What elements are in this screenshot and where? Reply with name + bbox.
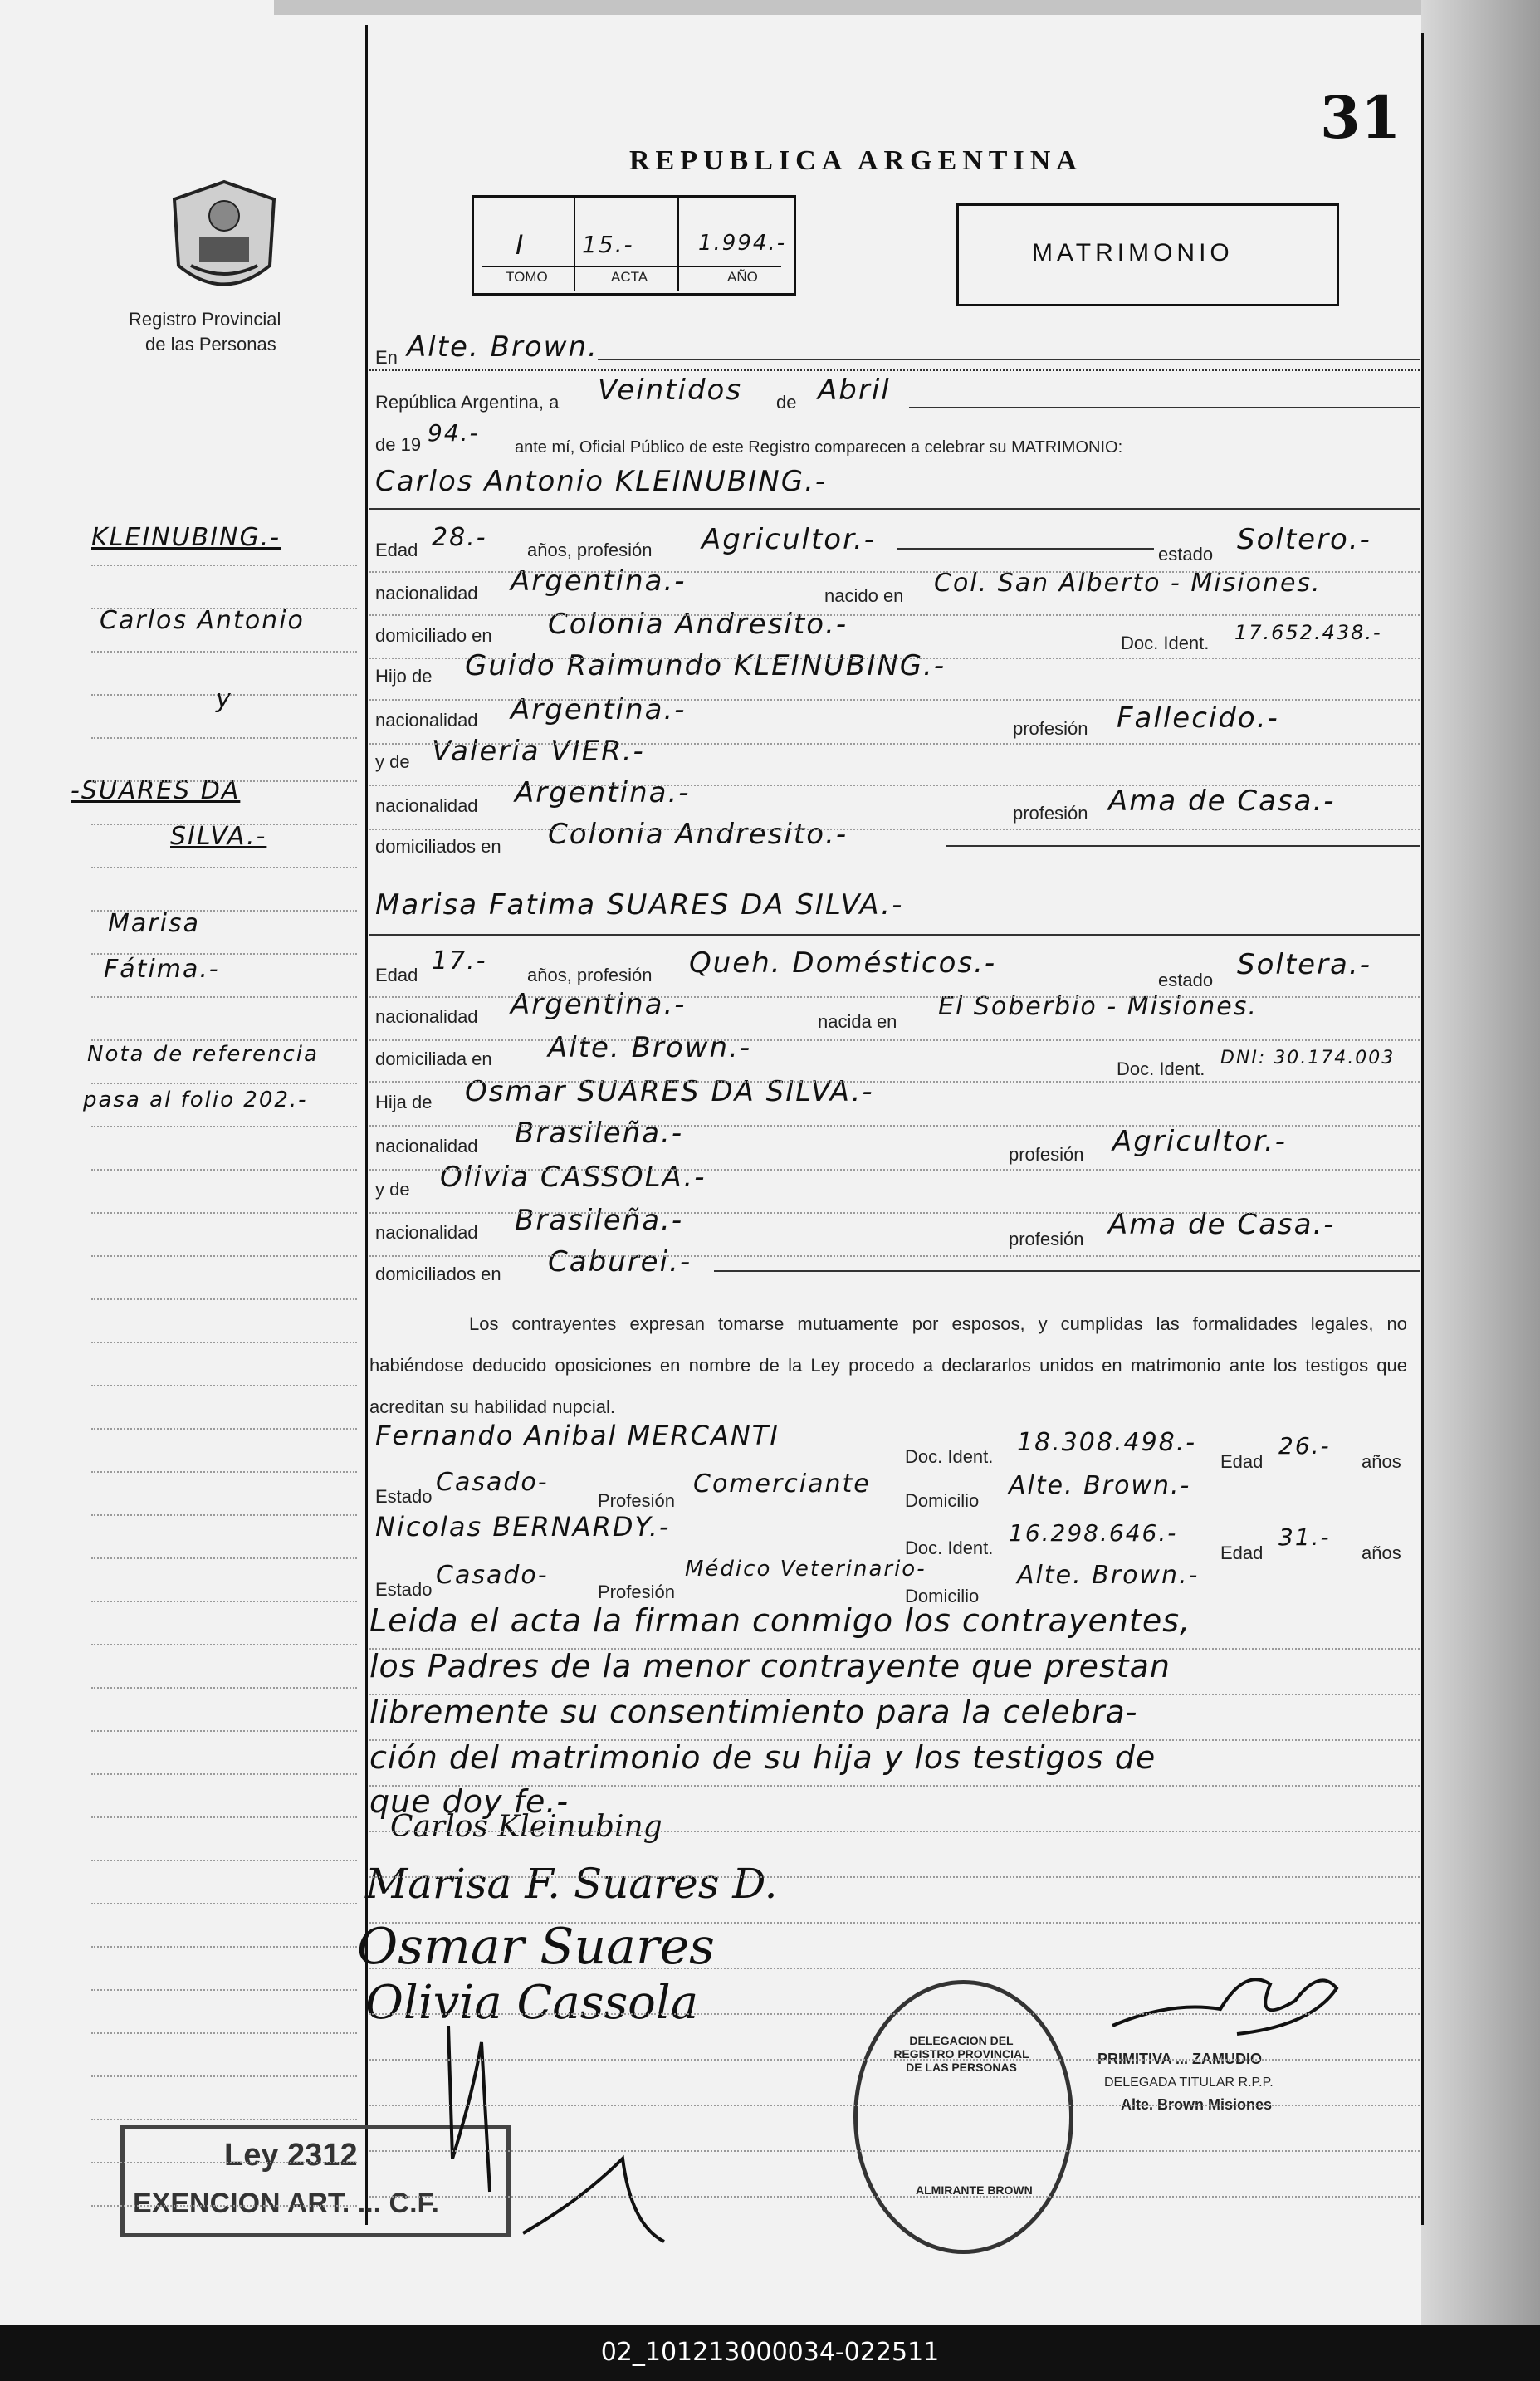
signature-bride: Marisa F. Suares D. (365, 1860, 778, 1908)
bride-profession: Queh. Domésticos.- (689, 946, 997, 980)
bride-mother: Olivia CASSOLA.- (440, 1161, 706, 1194)
witness1-age: 26.- (1278, 1432, 1331, 1459)
margin-dotted-line (91, 1860, 357, 1861)
folio-number: 31 (1320, 83, 1401, 152)
body-dotted-line (369, 2105, 1420, 2106)
closing-line-5: que doy fe.- (369, 1783, 570, 1820)
margin-dotted-line (91, 1342, 357, 1343)
bride-parents-domicile: Caburei.- (548, 1245, 692, 1279)
groom-son-label: Hijo de (375, 666, 433, 687)
body-dotted-line (369, 2150, 1420, 2152)
margin-dotted-line (91, 608, 357, 609)
act-type-box (956, 203, 1339, 306)
witness1-state: Casado- (436, 1468, 549, 1497)
margin-dotted-line (91, 1816, 357, 1818)
appear-text: ante mí, Oficial Público de este Registro comparecen a celebrar su MATRIMONIO: (515, 438, 1123, 457)
margin-dotted-line (91, 1255, 357, 1257)
witness1-state-label: Estado (375, 1486, 433, 1507)
page-edge-right (1421, 0, 1540, 2325)
margin-dotted-line (91, 2075, 357, 2077)
margin-dotted-line (91, 867, 357, 868)
body-dotted-line (369, 1212, 1420, 1214)
bride-mother-prof: Ama de Casa.- (1108, 1208, 1336, 1241)
bride-domicile: Alte. Brown.- (548, 1031, 752, 1064)
official-stamp-line-1: PRIMITIVA ... ZAMUDIO (1098, 2051, 1262, 2067)
signature-bride-mother: Olivia Cassola (365, 1976, 699, 2030)
bride-parents-dom-label: domiciliados en (375, 1264, 501, 1284)
bride-state: Soltera.- (1237, 948, 1371, 981)
margin-groom-given: Carlos Antonio (100, 606, 305, 635)
witness2-doc: 16.298.646.- (1009, 1519, 1178, 1547)
witness2-age-label: Edad (1220, 1543, 1264, 1563)
tomo-label: TOMO (506, 269, 548, 285)
witness1-domicile: Alte. Brown.- (1009, 1471, 1191, 1500)
margin-dotted-line (91, 2205, 357, 2207)
groom-father-prof-label: profesión (1013, 718, 1088, 739)
margin-dotted-line (91, 1557, 357, 1559)
bride-prof-label: años, profesión (527, 965, 653, 985)
margin-dotted-line (91, 694, 357, 696)
margin-dotted-line (91, 737, 357, 739)
bride-mother-nat-label: nacionalidad (375, 1222, 478, 1243)
bride-mother-label: y de (375, 1179, 410, 1200)
bride-nationality: Argentina.- (511, 988, 687, 1021)
en-label: En (375, 347, 398, 368)
acta-label: ACTA (611, 269, 648, 285)
groom-dom-label: domiciliado en (375, 625, 492, 646)
margin-groom-surname: KLEINUBING.- (91, 523, 281, 552)
closing-line-3: libremente su consentimiento para la celebra- (369, 1694, 1138, 1730)
body-dotted-line (369, 571, 1420, 573)
body-dotted-line (369, 1739, 1420, 1741)
body-dotted-line (369, 1648, 1420, 1650)
witness2-prof-label: Profesión (598, 1582, 675, 1602)
witness1-doc: 18.308.498.- (1017, 1428, 1197, 1457)
body-dotted-line (369, 1785, 1420, 1787)
month-value: Abril (818, 374, 891, 407)
year-label: de 19 (375, 434, 422, 455)
round-stamp-inner: ALMIRANTE BROWN (916, 2183, 1033, 2197)
groom-age: 28.- (432, 523, 487, 552)
body-dotted-line (369, 2196, 1420, 2198)
witness2-dom-label: Domicilio (905, 1586, 980, 1606)
witness1-prof: Comerciante (693, 1469, 871, 1499)
bride-mother-prof-label: profesión (1009, 1229, 1084, 1249)
margin-dotted-line (91, 1687, 357, 1689)
margin-dotted-line (91, 1428, 357, 1430)
margin-dotted-line (91, 824, 357, 825)
witness1-dom-label: Domicilio (905, 1490, 980, 1511)
body-dotted-line (369, 1922, 1420, 1924)
closing-line-1: Leida el acta la firman conmigo los contrayentes, (369, 1602, 1191, 1639)
image-id-caption: 02_101213000034-022511 (0, 2325, 1540, 2381)
tax-stamp-line-2: EXENCION ART. ... C.F. (133, 2188, 440, 2219)
margin-dotted-line (91, 1773, 357, 1775)
margin-dotted-line (91, 1730, 357, 1732)
witness1-years-label: años (1362, 1451, 1401, 1472)
margin-dotted-line (91, 1946, 357, 1948)
margin-dotted-line (91, 651, 357, 653)
closing-line-2: los Padres de la menor contrayente que prestan (369, 1648, 1171, 1684)
scribble-signature-icon (415, 1992, 681, 2266)
groom-father-prof: Fallecido.- (1117, 702, 1279, 735)
margin-dotted-line (91, 1126, 357, 1127)
bride-nat-label: nacionalidad (375, 1006, 478, 1027)
republica-label: República Argentina, a (375, 392, 560, 413)
groom-father: Guido Raimundo KLEINUBING.- (465, 649, 946, 682)
day-value: Veintidos (598, 374, 743, 407)
margin-bride-given-1: Marisa (108, 909, 200, 938)
bride-father-prof: Agricultor.- (1112, 1125, 1288, 1158)
body-dotted-line (369, 1125, 1420, 1127)
bride-daughter-label: Hija de (375, 1092, 433, 1112)
groom-mother-label: y de (375, 751, 410, 772)
margin-dotted-line (91, 1083, 357, 1084)
witness2-state: Casado- (436, 1561, 549, 1590)
groom-parents-domicile: Colonia Andresito.- (548, 818, 848, 851)
margin-dotted-line (91, 1212, 357, 1214)
bride-mother-nat: Brasileña.- (515, 1204, 684, 1237)
bride-state-label: estado (1158, 970, 1214, 990)
registry-round-stamp (853, 1980, 1073, 2254)
margin-dotted-line (91, 1039, 357, 1041)
bride-birthplace: El Soberbio - Misiones. (938, 992, 1258, 1021)
official-stamp-line-2: DELEGADA TITULAR R.P.P. (1104, 2075, 1274, 2090)
body-dotted-line (369, 996, 1420, 998)
province-seal-icon (166, 178, 282, 303)
margin-dotted-line (91, 1601, 357, 1602)
witness1-name: Fernando Anibal MERCANTI (375, 1420, 780, 1451)
body-dotted-line (369, 1081, 1420, 1083)
bride-father-prof-label: profesión (1009, 1144, 1084, 1165)
groom-father-nat: Argentina.- (511, 693, 687, 726)
body-dotted-line (369, 2013, 1420, 2015)
act-type: MATRIMONIO (1032, 239, 1234, 266)
body-dotted-line (369, 658, 1420, 659)
witness2-name: Nicolas BERNARDY.- (375, 1511, 671, 1543)
witness2-doc-label: Doc. Ident. (905, 1538, 994, 1558)
declaration-text: Los contrayentes expresan tomarse mutuamente por esposos, y cumplidas las formalidades legales, no habiéndose deducido oposiciones en nombre de la Ley procedo a declararlos unidos en matrimonio ante los testigos que acreditan su habilidad nupcial. (369, 1313, 1407, 1417)
groom-parents-dom-label: domiciliados en (375, 836, 501, 857)
groom-doc: 17.652.438.- (1234, 621, 1382, 644)
margin-dotted-line (91, 1644, 357, 1645)
de-label: de (776, 392, 797, 413)
page-edge (274, 0, 1436, 15)
groom-prof-label: años, profesión (527, 540, 653, 560)
witness2-age: 31.- (1278, 1523, 1331, 1551)
groom-birthplace: Col. San Alberto - Misiones. (934, 569, 1322, 598)
margin-dotted-line (91, 1385, 357, 1386)
bride-dom-label: domiciliada en (375, 1049, 492, 1069)
groom-nat-label: nacionalidad (375, 583, 478, 604)
witness2-years-label: años (1362, 1543, 1401, 1563)
signature-bride-father: Osmar Suares (357, 1918, 715, 1976)
witness2-prof: Médico Veterinario- (685, 1557, 926, 1582)
body-dotted-line (369, 699, 1420, 701)
margin-dotted-line (91, 1169, 357, 1171)
body-dotted-line (369, 1968, 1420, 1969)
body-dotted-line (369, 1039, 1420, 1041)
groom-mother-prof: Ama de Casa.- (1108, 785, 1336, 818)
witness1-doc-label: Doc. Ident. (905, 1446, 994, 1467)
witness1-prof-label: Profesión (598, 1490, 675, 1511)
margin-dotted-line (91, 2032, 357, 2034)
margin-dotted-line (91, 2119, 357, 2120)
bride-age: 17.- (432, 946, 487, 975)
registry-name-2: de las Personas (145, 334, 276, 354)
groom-mother-nat-label: nacionalidad (375, 795, 478, 816)
margin-bride-surname-1: -SUARES DA (71, 776, 241, 805)
bride-father-nat: Brasileña.- (515, 1117, 684, 1150)
record-numbers-box (472, 195, 796, 296)
groom-mother-prof-label: profesión (1013, 803, 1088, 824)
margin-note-2: pasa al folio 202.- (83, 1088, 308, 1112)
bride-doc: DNI: 30.174.003 (1220, 1048, 1396, 1068)
groom-mother: Valeria VIER.- (432, 735, 645, 768)
margin-dotted-line (91, 1989, 357, 1991)
body-dotted-line (369, 1694, 1420, 1695)
body-dotted-line (369, 2059, 1420, 2061)
groom-domicile: Colonia Andresito.- (548, 608, 848, 641)
body-dotted-line (369, 785, 1420, 786)
witness2-state-label: Estado (375, 1579, 433, 1600)
country-title: REPUBLICA ARGENTINA (629, 145, 1083, 176)
place-value: Alte. Brown. (407, 330, 599, 364)
margin-dotted-line (91, 996, 357, 998)
body-dotted-line (369, 1831, 1420, 1832)
margin-dotted-line (91, 1903, 357, 1904)
witness2-domicile: Alte. Brown.- (1017, 1561, 1200, 1590)
ano-value: 1.994.- (698, 231, 787, 256)
margin-dotted-line (91, 910, 357, 912)
year-value: 94.- (428, 419, 480, 447)
groom-profession: Agricultor.- (702, 523, 877, 556)
ano-label: AÑO (727, 269, 758, 285)
witness1-age-label: Edad (1220, 1451, 1264, 1472)
groom-mother-nat: Argentina.- (515, 776, 691, 809)
margin-bride-given-2: Fátima.- (104, 955, 220, 984)
registry-name: Registro Provincial (129, 309, 281, 330)
body-dotted-line (369, 614, 1420, 616)
round-stamp-text: DELEGACION DEL REGISTRO PROVINCIAL DE LAS PERSONAS (893, 2034, 1029, 2074)
margin-conjunction: y (216, 685, 232, 714)
groom-doc-label: Doc. Ident. (1121, 633, 1210, 653)
groom-state-label: estado (1158, 544, 1214, 565)
tomo-value: I (516, 229, 526, 261)
margin-dotted-line (91, 1298, 357, 1300)
groom-name: Carlos Antonio KLEINUBING.- (375, 465, 828, 498)
body-dotted-line (369, 1169, 1420, 1171)
bride-father: Osmar SUARES DA SILVA.- (465, 1075, 874, 1108)
bride-name: Marisa Fatima SUARES DA SILVA.- (375, 888, 904, 922)
margin-dotted-line (91, 565, 357, 566)
body-dotted-line (369, 743, 1420, 745)
margin-dotted-line (91, 780, 357, 782)
margin-note-1: Nota de referencia (87, 1042, 319, 1067)
official-stamp-line-3: Alte. Brown Misiones (1121, 2096, 1273, 2113)
body-dotted-line (369, 829, 1420, 830)
margin-dotted-line (91, 1471, 357, 1473)
groom-born-label: nacido en (824, 585, 904, 606)
closing-line-4: ción del matrimonio de su hija y los testigos de (369, 1739, 1156, 1776)
bride-born-label: nacida en (818, 1011, 897, 1032)
groom-father-nat-label: nacionalidad (375, 710, 478, 731)
signature-groom: Carlos Kleinubing (390, 1810, 662, 1844)
bride-doc-label: Doc. Ident. (1117, 1058, 1205, 1079)
tax-stamp-line-1: Ley 2312 (224, 2138, 358, 2173)
groom-nationality: Argentina.- (511, 565, 687, 598)
groom-state: Soltero.- (1237, 523, 1371, 556)
body-dotted-line (369, 1255, 1420, 1257)
bride-age-label: Edad (375, 965, 418, 985)
margin-dotted-line (91, 953, 357, 955)
margin-bride-surname-2: SILVA.- (170, 822, 267, 851)
right-margin-rule (1421, 33, 1424, 2225)
acta-value: 15.- (582, 231, 634, 258)
margin-dotted-line (91, 1514, 357, 1516)
bride-father-nat-label: nacionalidad (375, 1136, 478, 1156)
margin-dotted-line (91, 2162, 357, 2163)
groom-age-label: Edad (375, 540, 418, 560)
body-dotted-line (369, 1876, 1420, 1878)
